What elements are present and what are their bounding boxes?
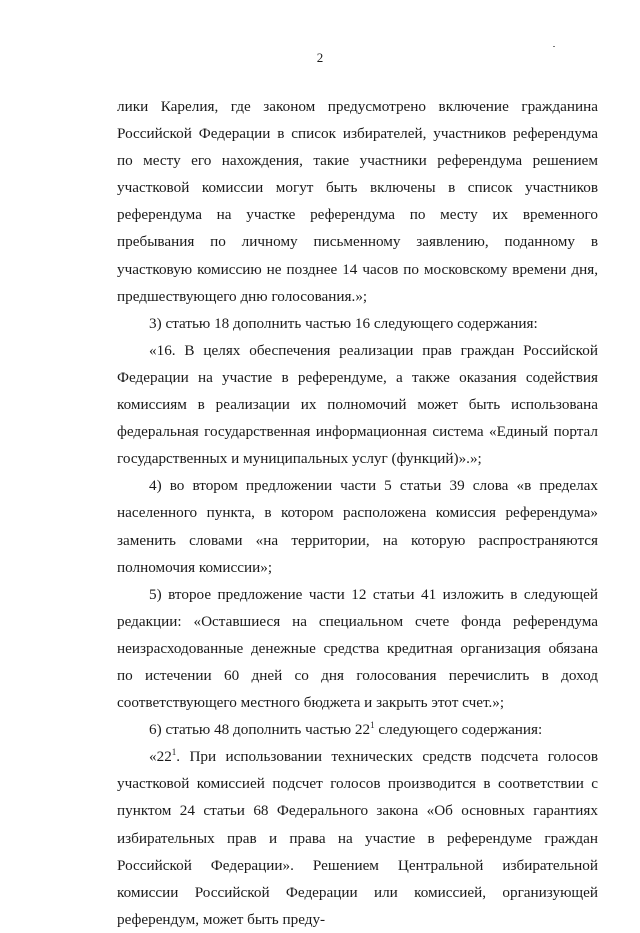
- paragraph-quote-text-after: . При использовании технических средств подсчета голосов участковой комиссией подсчет голосов производится в соответствии с пунктом 24 статьи 68 Федерального закона «Об основных гарантиях избирательных прав и права на участие в референдуме граждан Российской Федерации». Решением Центральной избирательной комиссии Российской Федерации или комиссией, организующей референдум, может быть преду-: [117, 748, 598, 928]
- superscript: 1: [171, 747, 177, 758]
- paragraph-item-3: 3) статью 18 дополнить частью 16 следующего содержания:: [149, 314, 538, 332]
- paragraph-quote-16: «16. В целях обеспечения реализации прав граждан Российской Федерации на участие в референдуме, а также оказания содействия комиссиям в реализации их полномочий может быть использована федеральная государственная информационная система «Единый портал государственных и муниципальных услуг (функций)».»;: [117, 341, 598, 468]
- page-number: 2: [316, 50, 324, 65]
- paragraph-item-6-text: 6) статью 48 дополнить частью 22: [149, 721, 371, 739]
- paragraph-item-5: 5) второе предложение части 12 статьи 41 изложить в следующей редакции: «Оставшиеся на специальном счете фонда референдума неизрасходованные денежные средства кредитная организация обязана по истечении 60 дней со дня голосования перечислить в доход соответствующего местного бюджета и закрыть этот счет.»;: [117, 585, 598, 712]
- paragraph-continuation: лики Карелия, где законом предусмотрено включение гражданина Российской Федерации в список избирателей, участников референдума по месту его нахождения, такие участники референдума решением участковой комиссии могут быть включены в список участников референдума на участке референдума по месту их временного пребывания по личному письменному заявлению, поданному в участковую комиссию не позднее 14 часов по московскому времени дня, предшествующего дню голосования.»;: [117, 98, 598, 305]
- paragraph-item-6-text-after: следующего содержания:: [374, 721, 543, 739]
- superscript: 1: [370, 720, 375, 731]
- document-body: [117, 93, 598, 933]
- paragraph-item-6: [117, 716, 598, 743]
- paragraph-item-4: 4) во втором предложении части 5 статьи 39 слова «в пределах населенного пункта, в котором расположена комиссия референдума» заменить словами «на территории, на которую распространяются полномочия комиссии»;: [117, 477, 598, 576]
- scan-speck: [553, 46, 555, 47]
- paragraph-quote-22-1: [117, 743, 598, 933]
- paragraph-quote-text: «22: [149, 748, 172, 766]
